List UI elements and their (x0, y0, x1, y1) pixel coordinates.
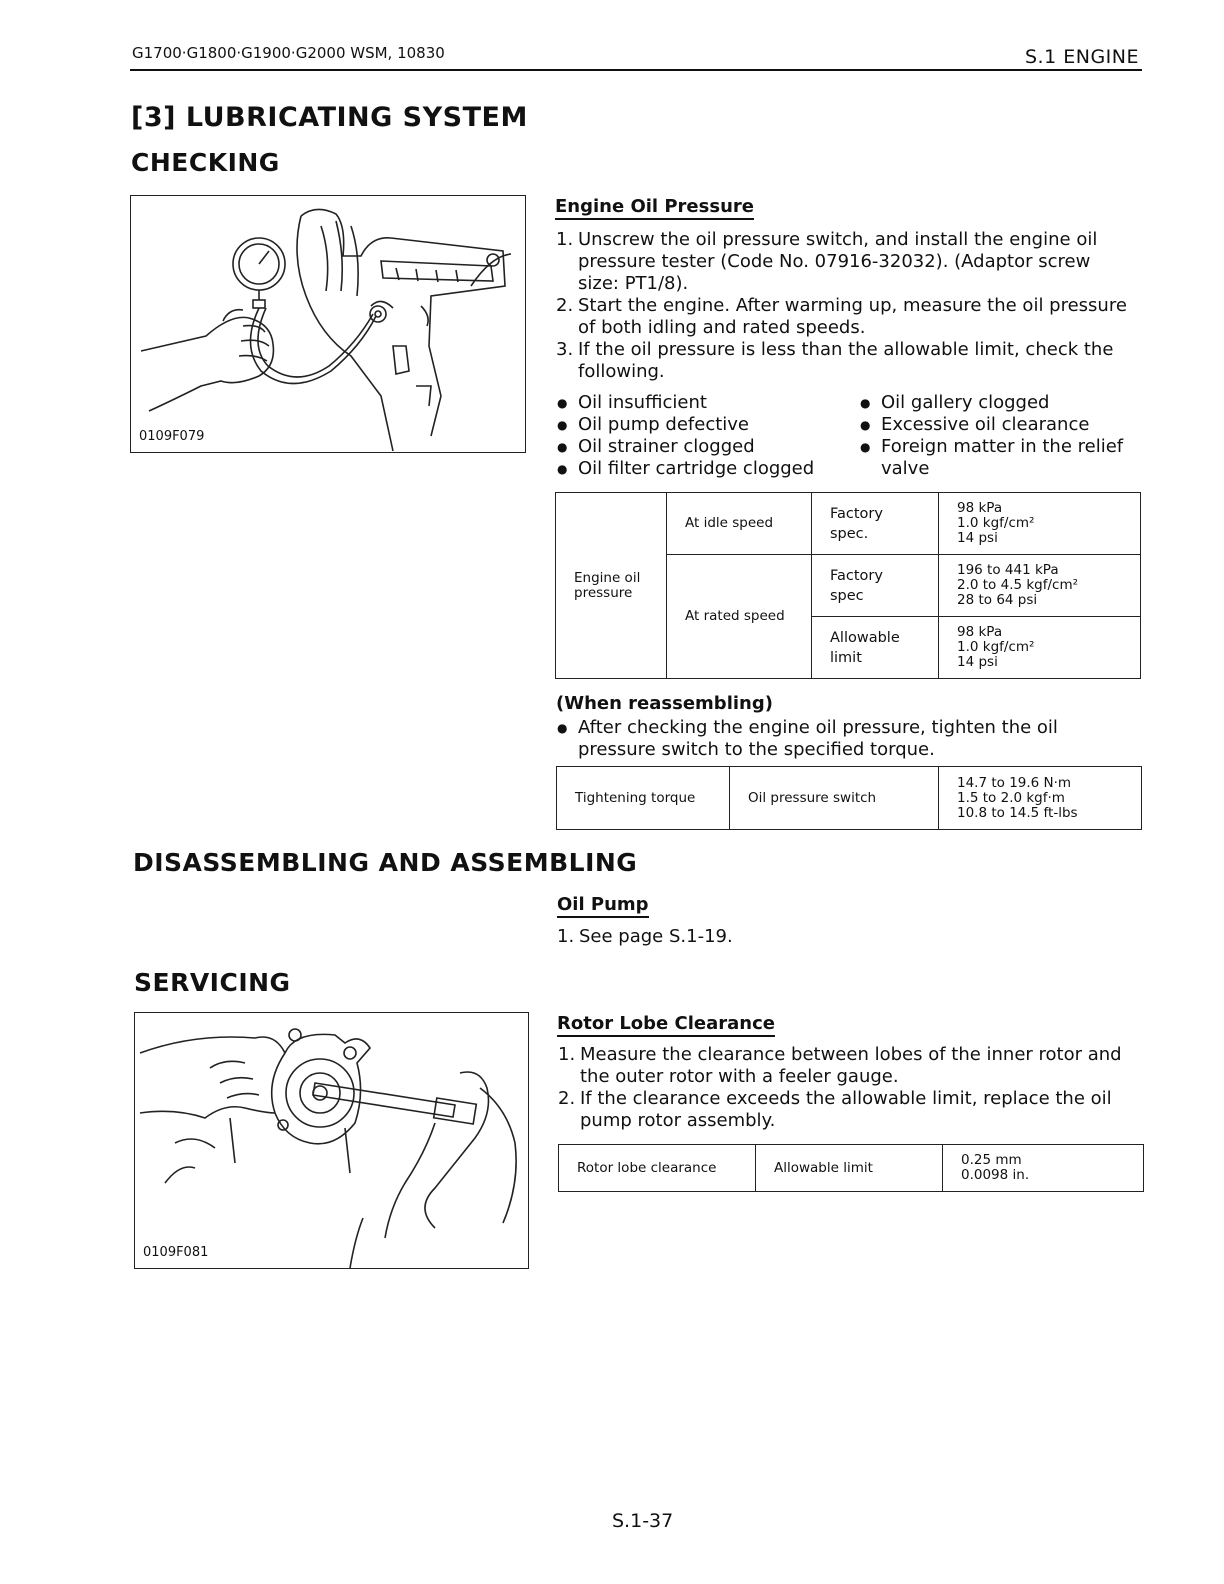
list-item: ● Oil gallery clogged (859, 392, 1139, 414)
list-item: ● After checking the engine oil pressure, tighten the oil pressure switch to the specified torque. (556, 717, 1136, 761)
reassembling-list (556, 717, 1136, 761)
list-item: ● Oil insufficient (556, 392, 846, 414)
table-cell-type: Allowable limit (756, 1145, 943, 1192)
table-cell-allowable-limit: Allowable limit (812, 617, 939, 679)
oil-pressure-steps (556, 229, 1136, 383)
table-cell-item: Oil pressure switch (730, 767, 939, 830)
figure-oil-pressure-tester (130, 195, 526, 453)
oil-pressure-tester-illustration (131, 196, 525, 452)
header-doc-id: G1700·G1800·G1900·G2000 WSM, 10830 (132, 44, 445, 62)
causes-list-right (859, 392, 1139, 480)
disassembling-heading: DISASSEMBLING AND ASSEMBLING (133, 848, 638, 877)
header-section: S.1 ENGINE (1025, 46, 1139, 68)
table-cell-torque-values: 14.7 to 19.6 N·m 1.5 to 2.0 kgf·m 10.8 to 14.5 ft-lbs (939, 767, 1142, 830)
table-cell-idle-values: 98 kPa 1.0 kgf/cm² 14 psi (939, 493, 1141, 555)
section-title: [3] LUBRICATING SYSTEM (131, 102, 528, 133)
list-item: 1. Measure the clearance between lobes of the inner rotor and the outer rotor with a feeler gauge. (558, 1044, 1122, 1087)
list-item: ● Oil pump defective (556, 414, 846, 436)
rotor-lobe-spec-table (558, 1144, 1144, 1192)
feeler-gauge-illustration (135, 1013, 528, 1268)
torque-spec-table (556, 766, 1142, 830)
figure-rotor-lobe-clearance (134, 1012, 529, 1269)
causes-list-left (556, 392, 846, 480)
engine-oil-pressure-subheading: Engine Oil Pressure (555, 196, 754, 220)
reassembling-heading: (When reassembling) (556, 693, 773, 714)
table-cell-rated: At rated speed (667, 555, 812, 679)
rotor-lobe-clearance-subheading: Rotor Lobe Clearance (557, 1013, 775, 1037)
oil-pump-subheading: Oil Pump (557, 894, 649, 918)
figure-code: 0109F081 (143, 1245, 209, 1260)
table-cell-label: Tightening torque (557, 767, 730, 830)
list-item: 2. If the clearance exceeds the allowable limit, replace the oil pump rotor assembly. (558, 1088, 1112, 1131)
table-cell-label: Rotor lobe clearance (559, 1145, 756, 1192)
table-cell-rated-factory-values: 196 to 441 kPa 2.0 to 4.5 kgf/cm² 28 to 64 psi (939, 555, 1141, 617)
table-cell-clearance-values: 0.25 mm 0.0098 in. (943, 1145, 1144, 1192)
table-cell-factory-spec: Factory spec. (812, 493, 939, 555)
oil-pressure-spec-table (555, 492, 1141, 679)
table-cell-factory-spec: Factory spec (812, 555, 939, 617)
list-item: ● Foreign matter in the relief valve (859, 436, 1139, 480)
table-cell-rated-limit-values: 98 kPa 1.0 kgf/cm² 14 psi (939, 617, 1141, 679)
servicing-heading: SERVICING (134, 968, 291, 997)
table-cell-param: Engine oil pressure (556, 493, 667, 679)
rotor-lobe-steps (558, 1044, 1140, 1132)
list-item: ● Excessive oil clearance (859, 414, 1139, 436)
list-item: ● Oil filter cartridge clogged (556, 458, 846, 480)
oil-pump-steps (557, 926, 857, 948)
list-item: 1. See page S.1-19. (557, 926, 733, 947)
list-item: ● Oil strainer clogged (556, 436, 846, 458)
page-number: S.1-37 (612, 1510, 674, 1532)
table-cell-idle: At idle speed (667, 493, 812, 555)
list-item: 2. Start the engine. After warming up, measure the oil pressure of both idling and rated speeds. (556, 295, 1127, 338)
list-item: 3. If the oil pressure is less than the allowable limit, check the following. (556, 339, 1114, 382)
list-item: 1. Unscrew the oil pressure switch, and install the engine oil pressure tester (Code No. 07916-32032). (Adaptor screw size: PT1/8). (556, 229, 1098, 294)
checking-heading: CHECKING (131, 148, 280, 177)
header-rule (130, 69, 1142, 71)
figure-code: 0109F079 (139, 429, 205, 444)
